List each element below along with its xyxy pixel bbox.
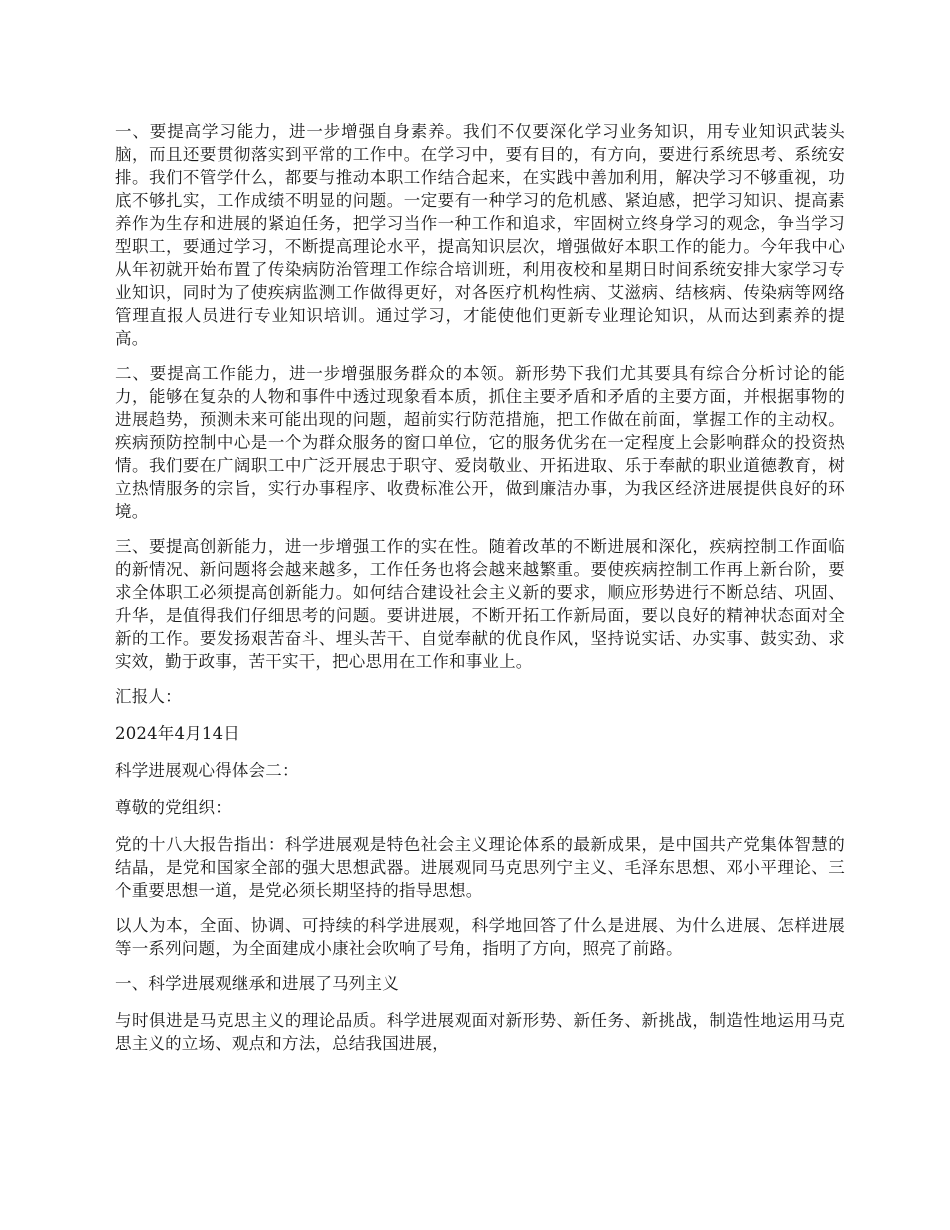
salutation: 尊敬的党组织： (115, 798, 232, 817)
document-page (115, 120, 845, 1067)
paragraph-study-ability: 一、要提高学习能力，进一步增强自身素养。我们不仅要深化学习业务知识，用专业知识武装头脑，而且还要贯彻落实到平常的工作中。在学习中，要有目的，有方向，要进行系统思考、系统安排。我们不管学什么，都要与推动本职工作结合起来，在实践中善加利用，解决学习不够重视，功底不够扎实，工作成绩不明显的问题。一定要有一种学习的危机感、紧迫感，把学习知识、提高素养作为生存和进展的紧迫任务，把学习当作一种工作和追求，牢固树立终身学习的观念，争当学习型职工，要通过学习，不断提高理论水平，提高知识层次，增强做好本职工作的能力。今年我中心从年初就开始布置了传染病防治管理工作综合培训班，利用夜校和星期日时间系统安排大家学习专业知识，同时为了使疾病监测工作做得更好，对各医疗机构性病、艾滋病、结核病、传染病等网络管理直报人员进行专业知识培训。通过学习，才能使他们更新专业理论知识，从而达到素养的提高。 (115, 122, 845, 348)
paragraph-party-report: 党的十八大报告指出：科学进展观是特色社会主义理论体系的最新成果，是中国共产党集体智慧的结晶，是党和国家全部的强大思想武器。进展观同马克思列宁主义、毛泽东思想、邓小平理论、三个重要思想一道，是党必须长期坚持的指导思想。 (115, 835, 845, 900)
subheading-marxism: 一、科学进展观继承和进展了马列主义 (115, 974, 399, 993)
paragraph-people-oriented: 以人为本，全面、协调、可持续的科学进展观，科学地回答了什么是进展、为什么进展、怎样进展等一系列问题，为全面建成小康社会吹响了号角，指明了方向，照亮了前路。 (115, 916, 845, 958)
report-date: 2024年4月14日 (115, 724, 240, 743)
reporter-label: 汇报人： (115, 687, 182, 706)
paragraph-work-ability: 二、要提高工作能力，进一步增强服务群众的本领。新形势下我们尤其要具有综合分析讨论的能力，能够在复杂的人物和事件中透过现象看本质，抓住主要矛盾和矛盾的主要方面，并根据事物的进展趋势，预测未来可能出现的问题，超前实行防范措施，把工作做在前面，掌握工作的主动权。疾病预防控制中心是一个为群众服务的窗口单位，它的服务优劣在一定程度上会影响群众的投资热情。我们要在广阔职工中广泛开展忠于职守、爱岗敬业、开拓进取、乐于奉献的职业道德教育，树立热情服务的宗旨，实行办事程序、收费标准公开，做到廉洁办事，为我区经济进展提供良好的环境。 (115, 364, 845, 521)
paragraph-keep-pace: 与时俱进是马克思主义的理论品质。科学进展观面对新形势、新任务、新挑战，制造性地运用马克思主义的立场、观点和方法，总结我国进展， (115, 1011, 845, 1053)
section-title: 科学进展观心得体会二： (115, 761, 299, 780)
paragraph-innovation-ability: 三、要提高创新能力，进一步增强工作的实在性。随着改革的不断进展和深化，疾病控制工作面临的新情况、新问题将会越来越多，工作任务也将会越来越繁重。要使疾病控制工作再上新台阶，要求全体职工必须提高创新能力。如何结合建设社会主义新的要求，顺应形势进行不断总结、巩固、升华，是值得我们仔细思考的问题。要讲进展，不断开拓工作新局面，要以良好的精神状态面对全新的工作。要发扬艰苦奋斗、埋头苦干、自觉奉献的优良作风，坚持说实话、办实事、鼓实劲、求实效，勤于政事，苦干实干，把心思用在工作和事业上。 (115, 537, 845, 671)
